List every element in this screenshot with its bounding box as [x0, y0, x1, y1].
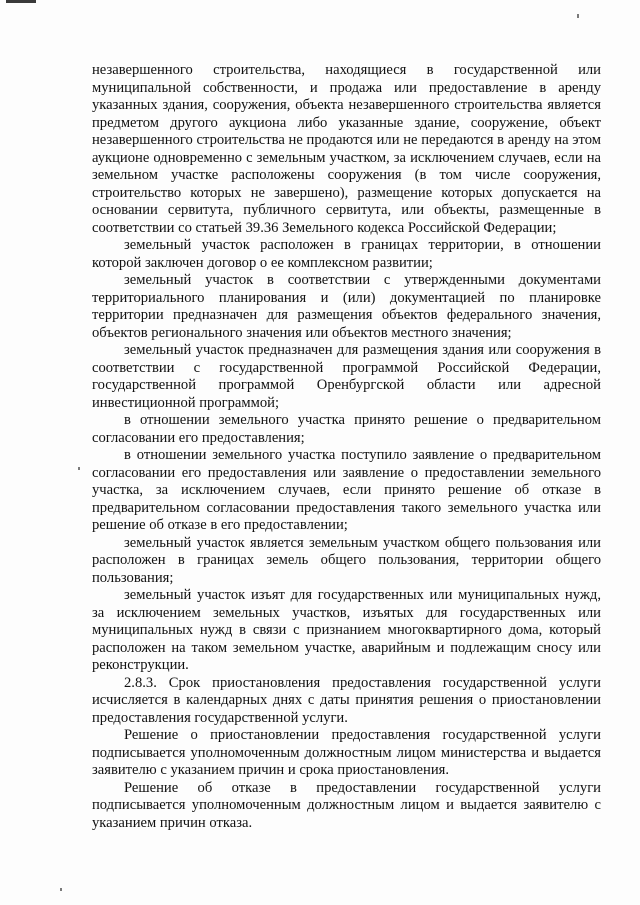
paragraph-state-program: земельный участок предназначен для размещения здания или сооружения в соответствии с государственной программой Российской Федерации, государственной программой Оренбургской области или адресной инвестиционной программой; — [92, 342, 601, 411]
paragraph-suspension-decision: Решение о приостановлении предоставления государственной услуги подписывается уполномоченным должностным лицом министерства и выдается заявителю с указанием причин и срока приостановления. — [92, 727, 601, 778]
paragraph-preliminary-approval-decision: в отношении земельного участка принято решение о предварительном согласовании его предоставления; — [92, 412, 601, 446]
document-body — [92, 62, 601, 832]
paragraph-continuation: незавершенного строительства, находящиеся в государственной или муниципальной собственности, и продажа или предоставление в аренду указанных здания, сооружения, объекта незавершенного строительства является предметом другого аукциона либо указанные здание, сооружение, объект незавершенного строительства не продаются или не передаются в аренду на этом аукционе одновременно с земельным участком, за исключением случаев, если на земельном участке расположены сооружения (в том числе сооружения, строительство которых не завершено), размещение которых допускается на основании сервитута, публичного сервитута, или объекты, размещенные в соответствии со статьей 39.36 Земельного кодекса Российской Федерации; — [92, 62, 601, 236]
scan-artifact — [6, 0, 36, 3]
paragraph-territorial-planning: земельный участок в соответствии с утвержденными документами территориального планирования и (или) документацией по планировке территории предназначен для размещения объектов федерального значения, объектов регионального значения или объектов местного значения; — [92, 272, 601, 341]
scan-artifact — [78, 467, 80, 470]
paragraph-refusal-decision: Решение об отказе в предоставлении государственной услуги подписывается уполномоченным должностным лицом и выдается заявителю с указанием причин отказа. — [92, 779, 601, 831]
scan-artifact — [60, 888, 62, 891]
scan-artifact — [577, 14, 579, 18]
paragraph-common-use-land: земельный участок является земельным участком общего пользования или расположен в границах земель общего пользования, территории общего пользования; — [92, 534, 601, 586]
paragraph-application-received: в отношении земельного участка поступило заявление о предварительном согласовании его предоставления или заявление о предоставлении земельного участка, за исключением случаев, если принято решение об отказе в предварительном согласовании предоставления такого земельного участка или решение об отказе в его предоставлении; — [92, 447, 601, 533]
paragraph-seized-land: земельный участок изъят для государственных или муниципальных нужд, за исключением земельных участков, изъятых для государственных или муниципальных нужд в связи с признанием многоквартирного дома, который расположен на таком земельном участке, аварийным и подлежащим сносу или реконструкции. — [92, 587, 601, 673]
paragraph-2-8-3: 2.8.3. Срок приостановления предоставления государственной услуги исчисляется в календарных днях с даты принятия решения о приостановлении предоставления государственной услуги. — [92, 674, 601, 726]
paragraph-complex-development: земельный участок расположен в границах территории, в отношении которой заключен договор о ее комплексном развитии; — [92, 237, 601, 271]
